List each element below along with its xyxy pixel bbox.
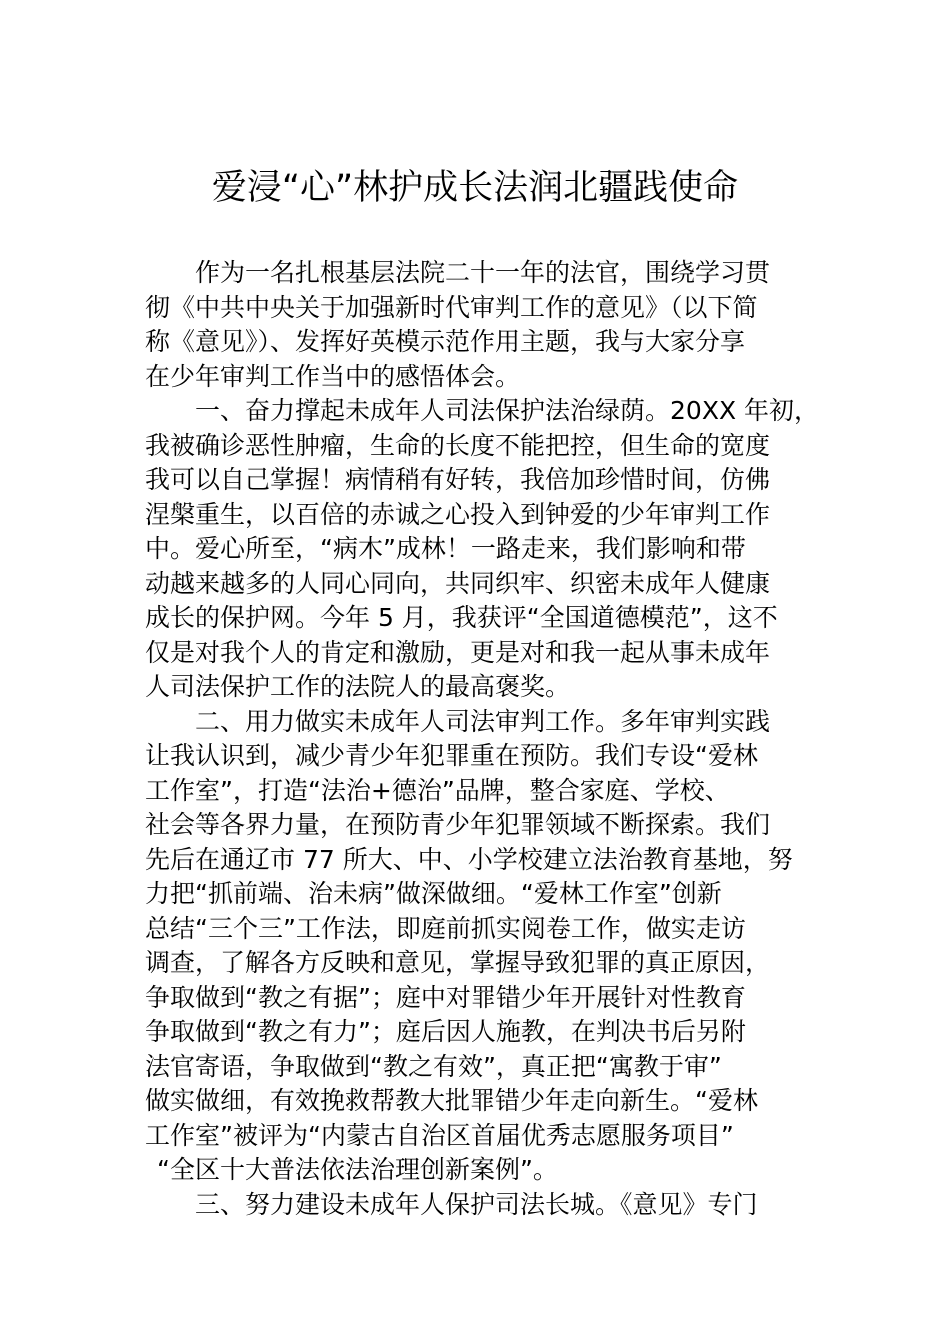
paragraph-line: 成长的保护网。今年 5 月，我获评“全国道德模范”，这不: [145, 603, 778, 632]
paragraph-line: 在少年审判工作当中的感悟体会。: [145, 361, 521, 391]
paragraph-line: 先后在通辽市 77 所大、中、小学校建立法治教育基地，努: [145, 844, 793, 874]
paragraph-line: 工作室”，打造“法治+德治”品牌，整合家庭、学校、: [145, 775, 730, 805]
paragraph-line: 中。爱心所至，“病木”成林！一路走来，我们影响和带: [145, 534, 746, 563]
paragraph-line: 我可以自己掌握！病情稍有好转，我倍加珍惜时间，仿佛: [145, 465, 771, 494]
paragraph-line: “全区十大普法依法治理创新案例”。: [157, 1155, 558, 1184]
paragraph-line: 力把“抓前端、治未病”做深做细。“爱林工作室”创新: [145, 879, 722, 908]
paragraph-line: 法官寄语，争取做到“教之有效”，真正把“寓教于审”: [145, 1051, 722, 1081]
paragraph-line: 彻《中共中央关于加强新时代审判工作的意见》（以下简: [145, 292, 758, 322]
paragraph-line: 我被确诊恶性肿瘤，生命的长度不能把控，但生命的宽度: [145, 430, 771, 460]
paragraph-line: 三、努力建设未成年人保护司法长城。《意见》专门: [195, 1189, 758, 1219]
paragraph-line: 让我认识到，减少青少年犯罪重在预防。我们专设“爱林: [145, 741, 758, 770]
paragraph-line: 称《意见》）、发挥好英模示范作用主题，我与大家分享: [145, 327, 746, 356]
paragraph-line: 仅是对我个人的肯定和激励，更是对和我一起从事未成年: [145, 637, 771, 667]
paragraph-line: 人司法保护工作的法院人的最高褒奖。: [145, 672, 571, 701]
paragraph-line: 争取做到“教之有据”；庭中对罪错少年开展针对性教育: [145, 982, 746, 1012]
paragraph-line: 工作室”被评为“内蒙古自治区首届优秀志愿服务项目”: [145, 1120, 734, 1150]
paragraph-line: 社会等各界力量，在预防青少年犯罪领域不断探索。我们: [145, 810, 771, 839]
paragraph-line: 做实做细，有效挽救帮教大批罪错少年走向新生。“爱林: [145, 1086, 758, 1115]
paragraph-line: 争取做到“教之有力”；庭后因人施教，在判决书后另附: [145, 1017, 746, 1046]
document-body: [145, 256, 820, 1222]
document-title: 爱浸“心”林护成长法润北疆践使命: [211, 168, 739, 208]
paragraph-line: 总结“三个三”工作法，即庭前抓实阅卷工作，做实走访: [145, 913, 746, 943]
paragraph-line: 涅槃重生，以百倍的赤诚之心投入到钟爱的少年审判工作: [145, 499, 771, 529]
paragraph-line: 一、奋力撑起未成年人司法保护法治绿荫。20XX 年初，: [195, 396, 820, 425]
paragraph-line: 二、用力做实未成年人司法审判工作。多年审判实践: [195, 706, 771, 736]
paragraph-line: 作为一名扎根基层法院二十一年的法官，围绕学习贯: [195, 258, 771, 287]
paragraph-line: 动越来越多的人同心同向，共同织牢、织密未成年人健康: [145, 568, 771, 598]
paragraph-line: 调查，了解各方反映和意见，掌握导致犯罪的真正原因，: [145, 948, 771, 977]
